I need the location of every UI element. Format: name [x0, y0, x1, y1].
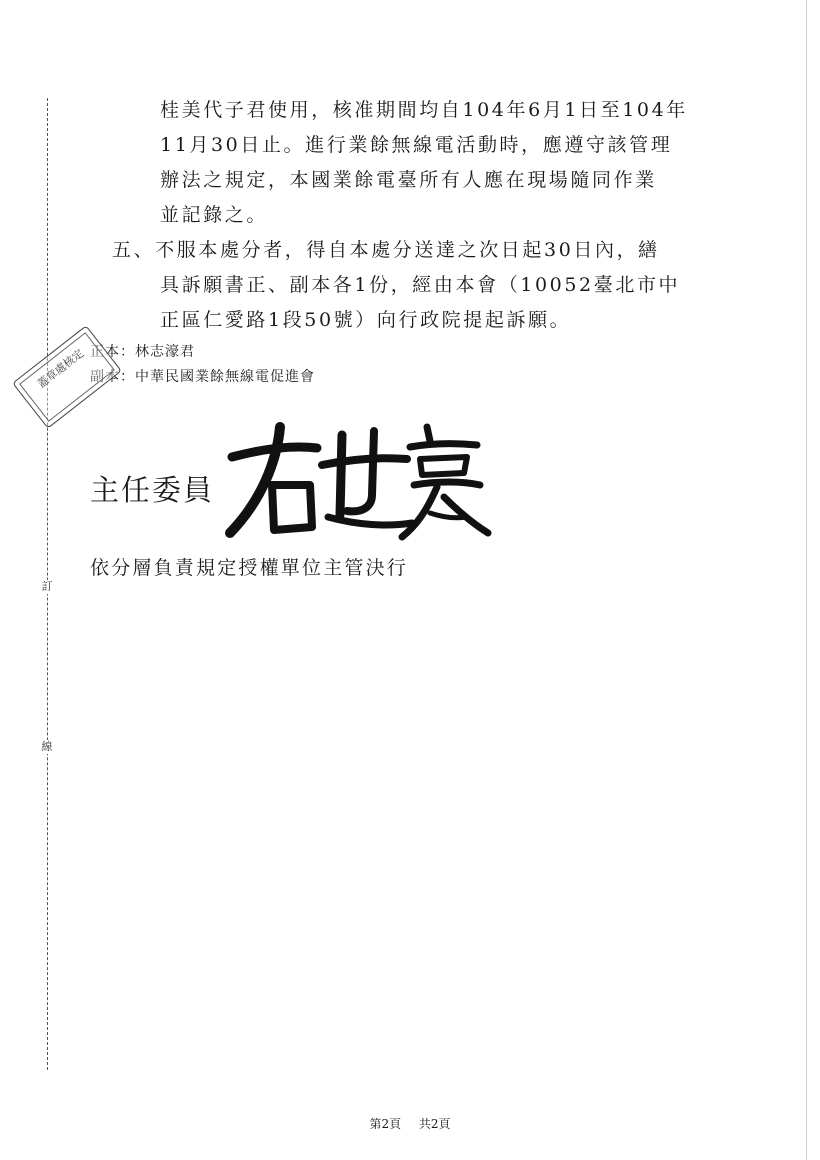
signature-stroke	[427, 427, 430, 441]
item-5-line-3: 正區仁愛路1段50號）向行政院提起訴願。	[160, 309, 572, 331]
signature-stroke	[420, 457, 467, 475]
recipients-block	[90, 340, 315, 390]
signature-stroke	[340, 435, 342, 515]
signature-stroke	[347, 431, 374, 511]
handwritten-signature	[222, 415, 492, 545]
item-5-line-1: 五、不服本處分者，得自本處分送達之次日起30日內，繕	[112, 239, 660, 261]
signature-stroke	[322, 458, 407, 465]
page-footer	[0, 1116, 820, 1132]
signature-stroke	[328, 517, 412, 525]
page-total: 共2頁	[418, 1117, 451, 1131]
approval-stamp-text: 蓋章處核定	[19, 332, 115, 422]
item-4-line-1: 桂美代子君使用，核准期間均自104年6月1日至104年	[160, 99, 688, 121]
page-number: 第2頁	[369, 1117, 402, 1131]
item-4-line-4: 並記錄之。	[160, 204, 269, 226]
item-5-line-2: 具訴願書正、副本各1份，經由本會（10052臺北市中	[160, 274, 681, 296]
recipient-original: 正本：林志濠君	[90, 344, 195, 360]
recipient-copy: 副本：中華民國業餘無線電促進會	[90, 369, 315, 385]
item-4-continuation	[160, 93, 688, 233]
signature-stroke	[410, 444, 477, 447]
item-4-line-2: 11月30日止。進行業餘無線電活動時，應遵守該管理	[160, 134, 673, 156]
signature-stroke	[414, 482, 480, 485]
signatory-title: 主任委員	[90, 473, 215, 507]
delegation-note: 依分層負責規定授權單位主管決行	[90, 557, 409, 579]
item-4-line-3: 辦法之規定，本國業餘電臺所有人應在現場隨同作業	[160, 169, 657, 191]
page-right-edge-rule	[806, 0, 807, 1160]
item-5-continuation	[160, 268, 680, 338]
signature-stroke	[272, 485, 312, 530]
binding-mark-xian: 線	[39, 740, 55, 754]
binding-mark-ding: 訂	[39, 580, 55, 594]
